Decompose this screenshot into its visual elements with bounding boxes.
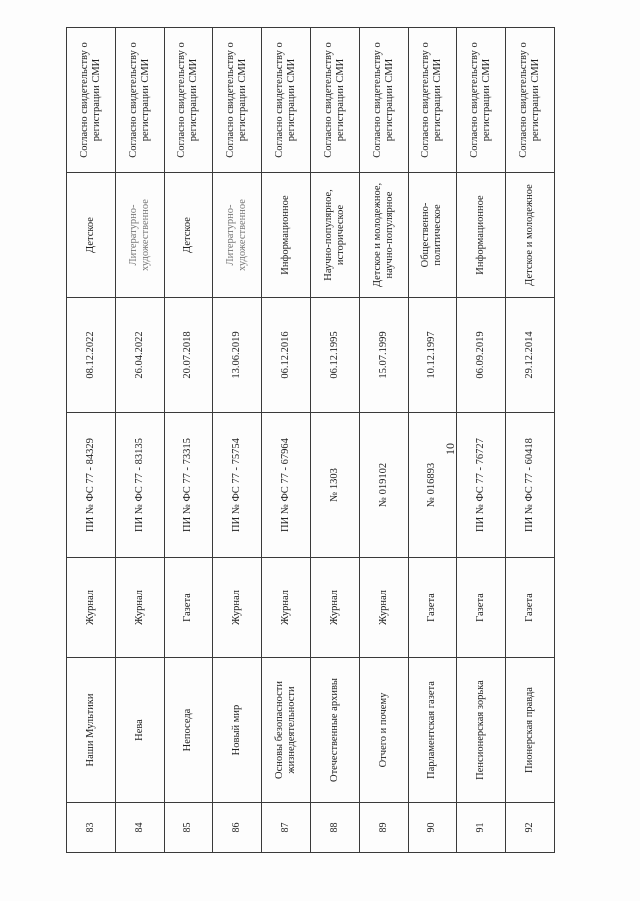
publication-name: Парламентская газета	[408, 658, 457, 803]
registration-date: 06.12.1995	[310, 298, 359, 413]
row-number: 89	[359, 803, 408, 853]
table-row	[310, 28, 359, 853]
publication-topic: Детское и молодежное, научно-популярное	[359, 173, 408, 298]
publication-topic: Детское и молодежное	[506, 173, 555, 298]
table-row	[408, 28, 457, 853]
registration-date: 06.09.2019	[457, 298, 506, 413]
row-number: 88	[310, 803, 359, 853]
publication-name: Пионерская правда	[506, 658, 555, 803]
registration-basis: Согласно свидетельству о регистрации СМИ	[310, 28, 359, 173]
publication-name: Основы безопасности жизнедеятельности	[262, 658, 311, 803]
registration-date: 06.12.2016	[262, 298, 311, 413]
table-row	[164, 28, 213, 853]
table-row	[115, 28, 164, 853]
page-number: 10	[443, 443, 457, 455]
publication-type: Газета	[408, 558, 457, 658]
publication-type: Журнал	[359, 558, 408, 658]
row-number: 85	[164, 803, 213, 853]
publication-topic: Общественно-политическое	[408, 173, 457, 298]
registration-basis: Согласно свидетельству о регистрации СМИ	[67, 28, 116, 173]
registration-basis: Согласно свидетельству о регистрации СМИ	[213, 28, 262, 173]
publication-type: Газета	[506, 558, 555, 658]
registration-number: ПИ № ФС 77 - 67964	[262, 413, 311, 558]
publication-topic: Детское	[67, 173, 116, 298]
registration-number: № 019102	[359, 413, 408, 558]
registration-number: ПИ № ФС 77 - 83135	[115, 413, 164, 558]
registration-number: ПИ № ФС 77 - 75754	[213, 413, 262, 558]
registration-basis: Согласно свидетельству о регистрации СМИ	[408, 28, 457, 173]
registration-date: 29.12.2014	[506, 298, 555, 413]
publication-topic: Информационное	[262, 173, 311, 298]
registration-date: 10.12.1997	[408, 298, 457, 413]
publication-topic: Литературно-художественное	[115, 173, 164, 298]
registration-basis: Согласно свидетельству о регистрации СМИ	[457, 28, 506, 173]
publication-topic: Детское	[164, 173, 213, 298]
registration-date: 15.07.1999	[359, 298, 408, 413]
row-number: 90	[408, 803, 457, 853]
publication-type: Журнал	[67, 558, 116, 658]
registration-date: 20.07.2018	[164, 298, 213, 413]
table-row	[67, 28, 116, 853]
registration-number: ПИ № ФС 77 - 60418	[506, 413, 555, 558]
publication-name: Пенсионерская зорька	[457, 658, 506, 803]
publication-topic: Литературно-художественное	[213, 173, 262, 298]
publication-name: Новый мир	[213, 658, 262, 803]
publication-type: Журнал	[213, 558, 262, 658]
registration-date: 13.06.2019	[213, 298, 262, 413]
registration-date: 26.04.2022	[115, 298, 164, 413]
publication-type: Журнал	[262, 558, 311, 658]
publication-name: Отечественные архивы	[310, 658, 359, 803]
row-number: 86	[213, 803, 262, 853]
row-number: 87	[262, 803, 311, 853]
row-number: 83	[67, 803, 116, 853]
registration-number: ПИ № ФС 77 - 76727	[457, 413, 506, 558]
registration-number: № 1303	[310, 413, 359, 558]
registration-basis: Согласно свидетельству о регистрации СМИ	[506, 28, 555, 173]
registration-number: № 016893	[408, 413, 457, 558]
table-row	[262, 28, 311, 853]
row-number: 92	[506, 803, 555, 853]
table-row	[457, 28, 506, 853]
row-number: 84	[115, 803, 164, 853]
publication-topic: Информационное	[457, 173, 506, 298]
publication-topic: Научно-популярное, историческое	[310, 173, 359, 298]
registration-basis: Согласно свидетельству о регистрации СМИ	[115, 28, 164, 173]
publication-name: Непоседа	[164, 658, 213, 803]
registration-basis: Согласно свидетельству о регистрации СМИ	[262, 28, 311, 173]
publication-type: Журнал	[115, 558, 164, 658]
publication-type: Газета	[457, 558, 506, 658]
row-number: 91	[457, 803, 506, 853]
publication-name: Нева	[115, 658, 164, 803]
publication-type: Журнал	[310, 558, 359, 658]
table-row	[506, 28, 555, 853]
publication-name: Отчего и почему	[359, 658, 408, 803]
registration-date: 08.12.2022	[67, 298, 116, 413]
publication-name: Наши Мультики	[67, 658, 116, 803]
registration-basis: Согласно свидетельству о регистрации СМИ	[164, 28, 213, 173]
registration-basis: Согласно свидетельству о регистрации СМИ	[359, 28, 408, 173]
rotated-table-container	[66, 28, 555, 853]
registration-number: ПИ № ФС 77 - 84329	[67, 413, 116, 558]
media-registry-table	[66, 27, 555, 853]
table-row	[213, 28, 262, 853]
table-row	[359, 28, 408, 853]
registration-number: ПИ № ФС 77 - 73315	[164, 413, 213, 558]
publication-type: Газета	[164, 558, 213, 658]
